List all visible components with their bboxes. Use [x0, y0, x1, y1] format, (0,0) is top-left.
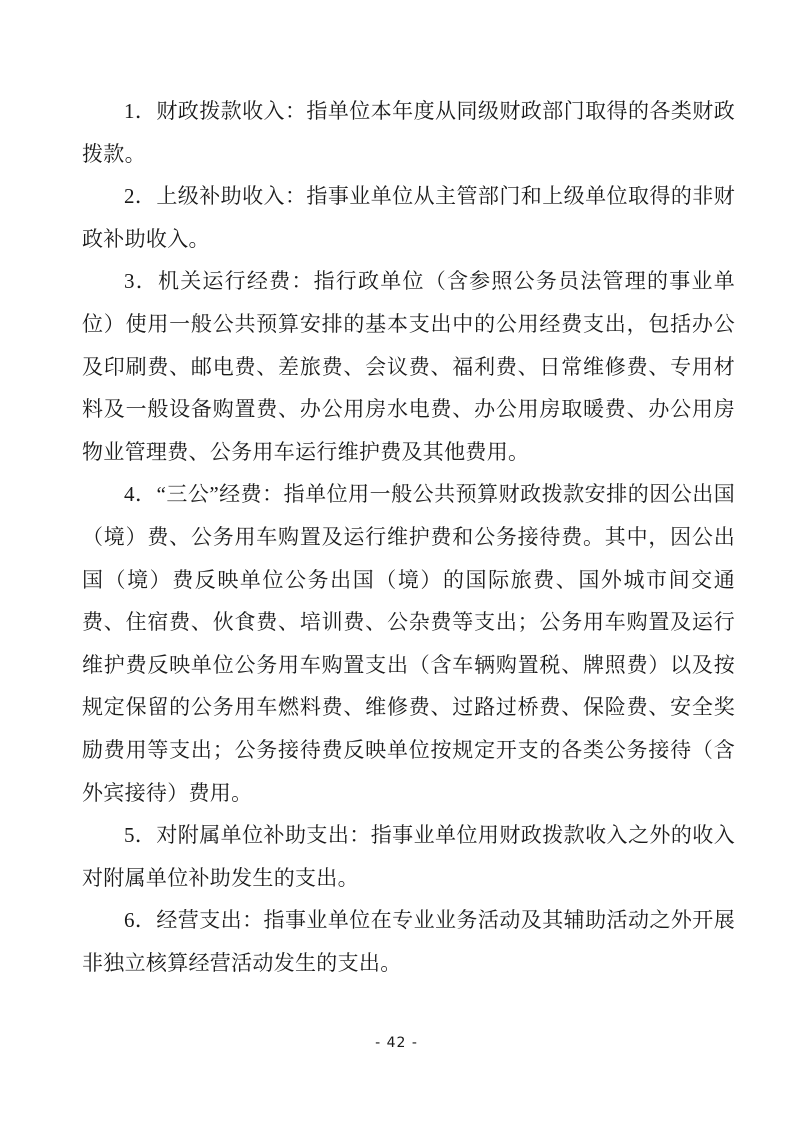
document-body	[82, 90, 735, 984]
paragraph-6: 6．经营支出：指事业单位在专业业务活动及其辅助活动之外开展非独立核算经营活动发生的支出。	[82, 908, 735, 975]
paragraph-1: 1．财政拨款收入：指单位本年度从同级财政部门取得的各类财政拨款。	[82, 99, 735, 166]
paragraph-5: 5．对附属单位补助支出：指事业单位用财政拨款收入之外的收入对附属单位补助发生的支出。	[82, 823, 735, 890]
page-number: - 42 -	[375, 1035, 418, 1051]
paragraph-4: 4．“三公”经费：指单位用一般公共预算财政拨款安排的因公出国（境）费、公务用车购置及运行维护费和公务接待费。其中，因公出国（境）费反映单位公务出国（境）的国际旅费、国外城市间交通费、住宿费、伙食费、培训费、公杂费等支出；公务用车购置及运行维护费反映单位公务用车购置支出（含车辆购置税、牌照费）以及按规定保留的公务用车燃料费、维修费、过路过桥费、保险费、安全奖励费用等支出；公务接待费反映单位按规定开支的各类公务接待（含外宾接待）费用。	[82, 482, 735, 805]
paragraph-3: 3．机关运行经费：指行政单位（含参照公务员法管理的事业单位）使用一般公共预算安排的基本支出中的公用经费支出，包括办公及印刷费、邮电费、差旅费、会议费、福利费、日常维修费、专用材料及一般设备购置费、办公用房水电费、办公用房取暖费、办公用房物业管理费、公务用车运行维护费及其他费用。	[82, 269, 735, 464]
paragraph-2: 2．上级补助收入：指事业单位从主管部门和上级单位取得的非财政补助收入。	[82, 184, 735, 251]
